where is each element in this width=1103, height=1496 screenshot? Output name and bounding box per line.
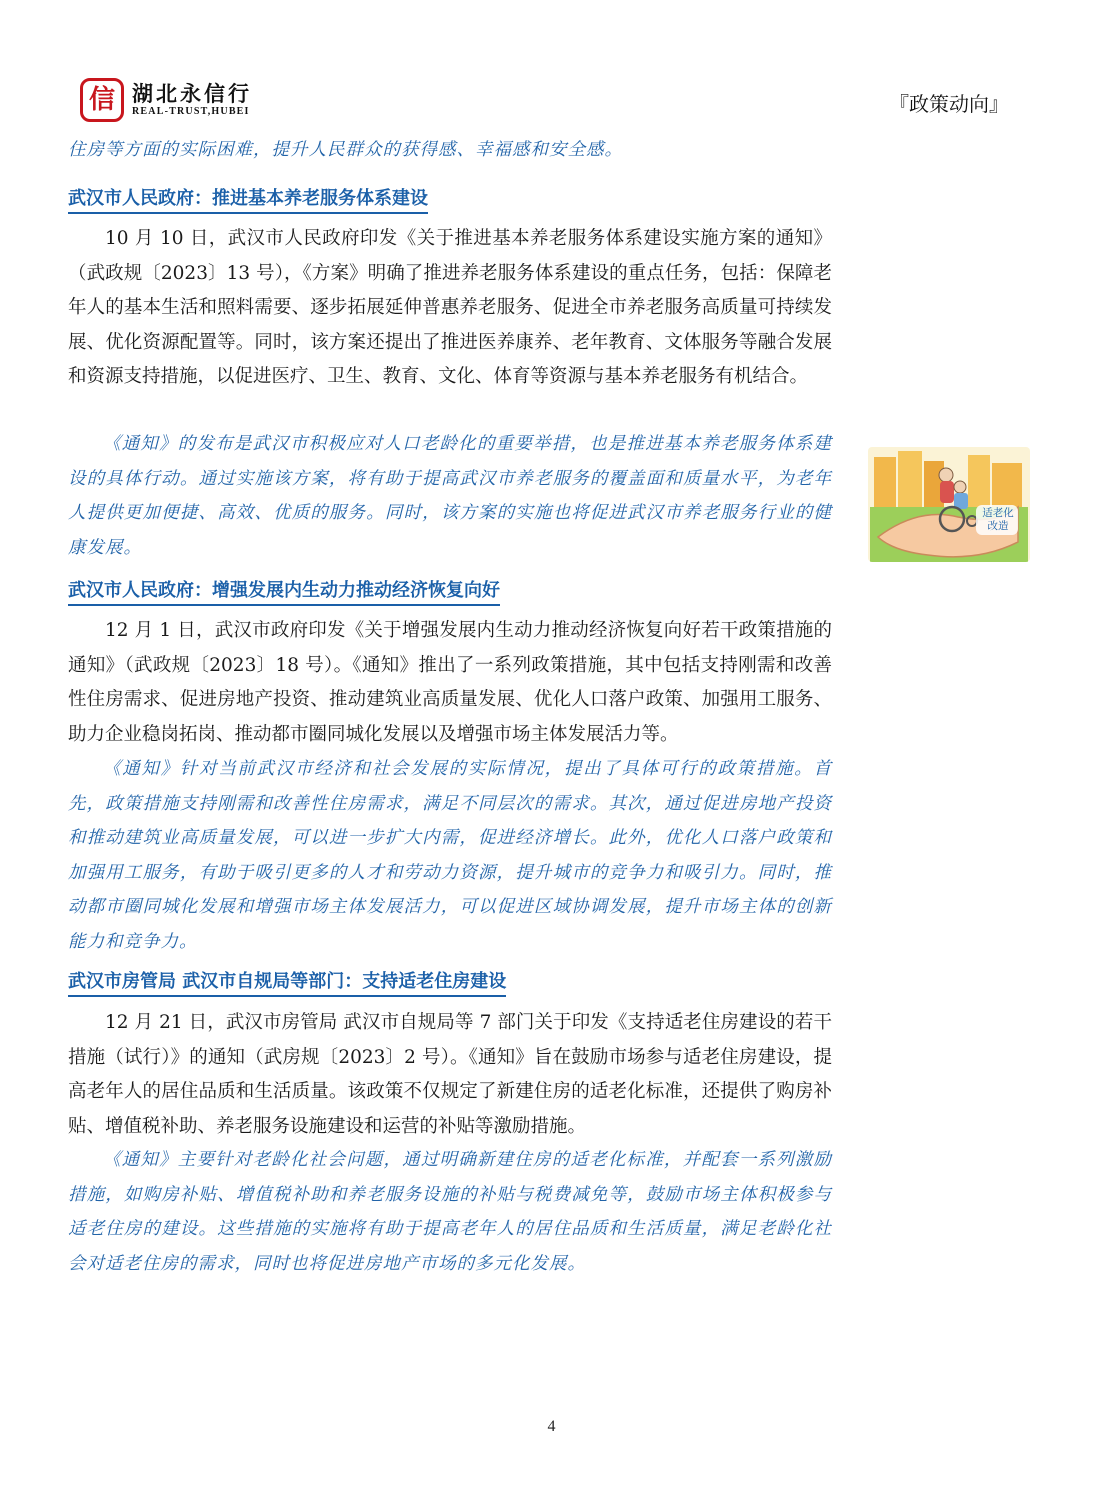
page-number: 4: [547, 1418, 556, 1435]
intro-continuation: 住房等方面的实际困难，提升人民群众的获得感、幸福感和安全感。: [68, 140, 623, 160]
illustration-caption: 适老化改造: [982, 507, 1014, 532]
section-1-heading: 武汉市人民政府：推进基本养老服务体系建设: [68, 187, 428, 214]
section-3-heading: 武汉市房管局 武汉市自规局等部门：支持适老住房建设: [68, 970, 506, 997]
section-2-heading: 武汉市人民政府：增强发展内生动力推动经济恢复向好: [68, 579, 500, 606]
elderly-care-illustration: [868, 447, 1030, 562]
elderly-wheelchair-icon: [868, 447, 1030, 562]
section-tag: 『政策动向』: [889, 92, 1009, 116]
logo-seal-icon: 信: [80, 78, 124, 122]
company-logo: [80, 76, 252, 124]
logo-name-cn: 湖北永信行: [132, 82, 252, 106]
section-2-commentary: 《通知》针对当前武汉市经济和社会发展的实际情况，提出了具体可行的政策措施。首先，政策措施支持刚需和改善性住房需求，满足不同层次的需求。其次，通过促进房地产投资和推动建筑业高质量发展，可以进一步扩大内需，促进经济增长。此外，优化人口落户政策和加强用工服务，有助于吸引更多的人才和劳动力资源，提升城市的竞争力和吸引力。同时，推动都市圈同城化发展和增强市场主体发展活力，可以促进区域协调发展，提升市场主体的创新能力和竞争力。: [68, 759, 832, 952]
logo-wordmark: [132, 82, 252, 118]
section-3-body: 12 月 21 日，武汉市房管局 武汉市自规局等 7 部门关于印发《支持适老住房建设的若干措施（试行）》的通知（武房规〔2023〕2 号）。《通知》旨在鼓励市场参与适老住房建设，提高老年人的居住品质和生活质量。该政策不仅规定了新建住房的适老化标准，还提供了购房补贴、增值税补助、养老服务设施建设和运营的补贴等激励措施。: [68, 1012, 832, 1137]
section-3-commentary: 《通知》主要针对老龄化社会问题，通过明确新建住房的适老化标准，并配套一系列激励措施，如购房补贴、增值税补助和养老服务设施的补贴与税费减免等，鼓励市场主体积极参与适老住房的建设。这些措施的实施将有助于提高老年人的居住品质和生活质量，满足老龄化社会对适老住房的需求，同时也将促进房地产市场的多元化发展。: [68, 1150, 832, 1274]
section-1-commentary: 《通知》的发布是武汉市积极应对人口老龄化的重要举措，也是推进基本养老服务体系建设的具体行动。通过实施该方案，将有助于提高武汉市养老服务的覆盖面和质量水平，为老年人提供更加便捷、高效、优质的服务。同时，该方案的实施也将促进武汉市养老服务行业的健康发展。: [68, 434, 832, 558]
logo-name-en: REAL-TRUST,HUBEI: [132, 106, 250, 117]
section-1-body: 10 月 10 日，武汉市人民政府印发《关于推进基本养老服务体系建设实施方案的通知》（武政规〔2023〕13 号），《方案》明确了推进养老服务体系建设的重点任务，包括：保障老年人的基本生活和照料需要、逐步拓展延伸普惠养老服务、促进全市养老服务高质量可持续发展、优化资源配置等。同时，该方案还提出了推进医养康养、老年教育、文体服务等融合发展和资源支持措施，以促进医疗、卫生、教育、文化、体育等资源与基本养老服务有机结合。: [68, 228, 832, 388]
section-2-body: 12 月 1 日，武汉市政府印发《关于增强发展内生动力推动经济恢复向好若干政策措施的通知》（武政规〔2023〕18 号）。《通知》推出了一系列政策措施，其中包括支持刚需和改善性住房需求、促进房地产投资、推动建筑业高质量发展、优化人口落户政策、加强用工服务、助力企业稳岗拓岗、推动都市圈同城化发展以及增强市场主体发展活力等。: [68, 620, 832, 745]
